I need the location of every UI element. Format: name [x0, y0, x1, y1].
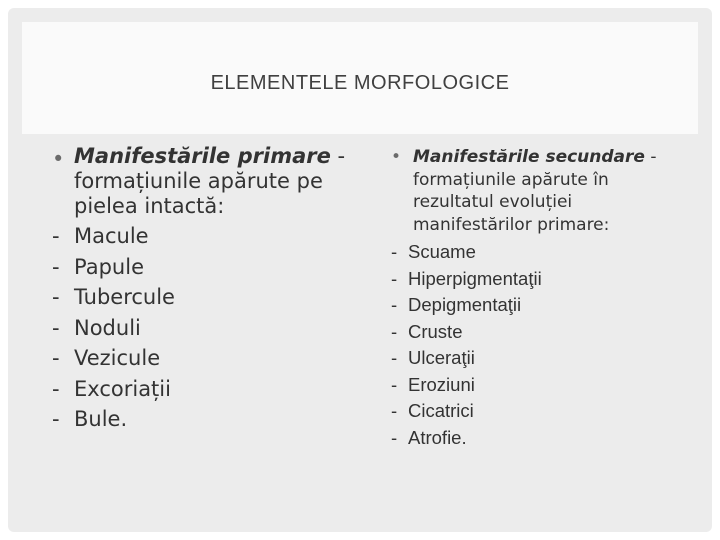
- left-list-item: [52, 374, 352, 405]
- left-heading-rest: - formațiunile apărute pe pielea intactă:: [74, 144, 346, 218]
- left-item-text: Papule: [74, 254, 144, 279]
- left-item-text: Excoriații: [74, 376, 171, 401]
- right-bullet-dot: •: [391, 147, 402, 167]
- dash-marker: -: [391, 320, 398, 342]
- left-heading-emphasis: Manifestările primare: [74, 144, 331, 168]
- left-list: [52, 221, 352, 435]
- right-item-text: Atrofie.: [408, 426, 467, 448]
- dash-marker: -: [52, 285, 60, 309]
- right-list-item: [391, 266, 691, 293]
- left-item-text: Bule.: [74, 407, 128, 431]
- right-list-item: [391, 398, 691, 425]
- dash-marker: -: [52, 346, 60, 370]
- dash-marker: -: [52, 376, 60, 401]
- dash-marker: -: [52, 315, 60, 340]
- slide-title: ELEMENTELE MORFOLOGICE: [210, 72, 510, 94]
- right-bullet: [391, 146, 691, 236]
- slide: [8, 8, 712, 532]
- right-list-item: [391, 319, 691, 346]
- left-item-text: Vezicule: [74, 346, 161, 370]
- dash-marker: -: [52, 407, 60, 431]
- right-item-text: Cruste: [408, 320, 463, 342]
- right-item-text: Eroziuni: [408, 373, 475, 395]
- left-column: [52, 144, 352, 435]
- dash-marker: -: [391, 426, 398, 448]
- right-heading-rest: - formațiunile apărute în rezultatul evoluției manifestărilor primare:: [413, 147, 657, 235]
- left-bullet: [52, 144, 352, 219]
- right-list: [391, 239, 691, 451]
- left-item-text: Noduli: [74, 315, 141, 340]
- right-list-item: [391, 372, 691, 399]
- right-list-item: [391, 425, 691, 452]
- dash-marker: -: [391, 241, 398, 262]
- dash-marker: -: [52, 254, 60, 279]
- left-list-item: [52, 343, 352, 374]
- left-list-item: [52, 252, 352, 283]
- left-list-item: [52, 404, 352, 435]
- right-list-item: [391, 239, 691, 266]
- right-list-item: [391, 292, 691, 319]
- dash-marker: -: [391, 294, 398, 315]
- right-heading: [413, 146, 691, 236]
- dash-marker: -: [391, 267, 398, 289]
- right-list-item: [391, 345, 691, 372]
- right-item-text: Scuame: [408, 241, 476, 262]
- right-item-text: Depigmentaţii: [408, 294, 522, 315]
- dash-marker: -: [391, 400, 398, 421]
- dash-marker: -: [52, 224, 60, 248]
- left-item-text: Tubercule: [74, 285, 175, 309]
- left-list-item: [52, 221, 352, 252]
- title-box: [22, 22, 698, 134]
- right-item-text: Ulceraţii: [408, 347, 475, 368]
- left-list-item: [52, 282, 352, 313]
- dash-marker: -: [391, 347, 398, 368]
- left-item-text: Macule: [74, 224, 149, 248]
- right-heading-emphasis: Manifestările secundare: [413, 147, 645, 167]
- right-item-text: Cicatrici: [408, 400, 474, 421]
- left-bullet-dot: •: [52, 147, 65, 171]
- right-column: [391, 146, 691, 451]
- right-item-text: Hiperpigmentaţii: [408, 267, 542, 289]
- left-heading: [74, 144, 352, 219]
- dash-marker: -: [391, 373, 398, 395]
- left-list-item: [52, 313, 352, 344]
